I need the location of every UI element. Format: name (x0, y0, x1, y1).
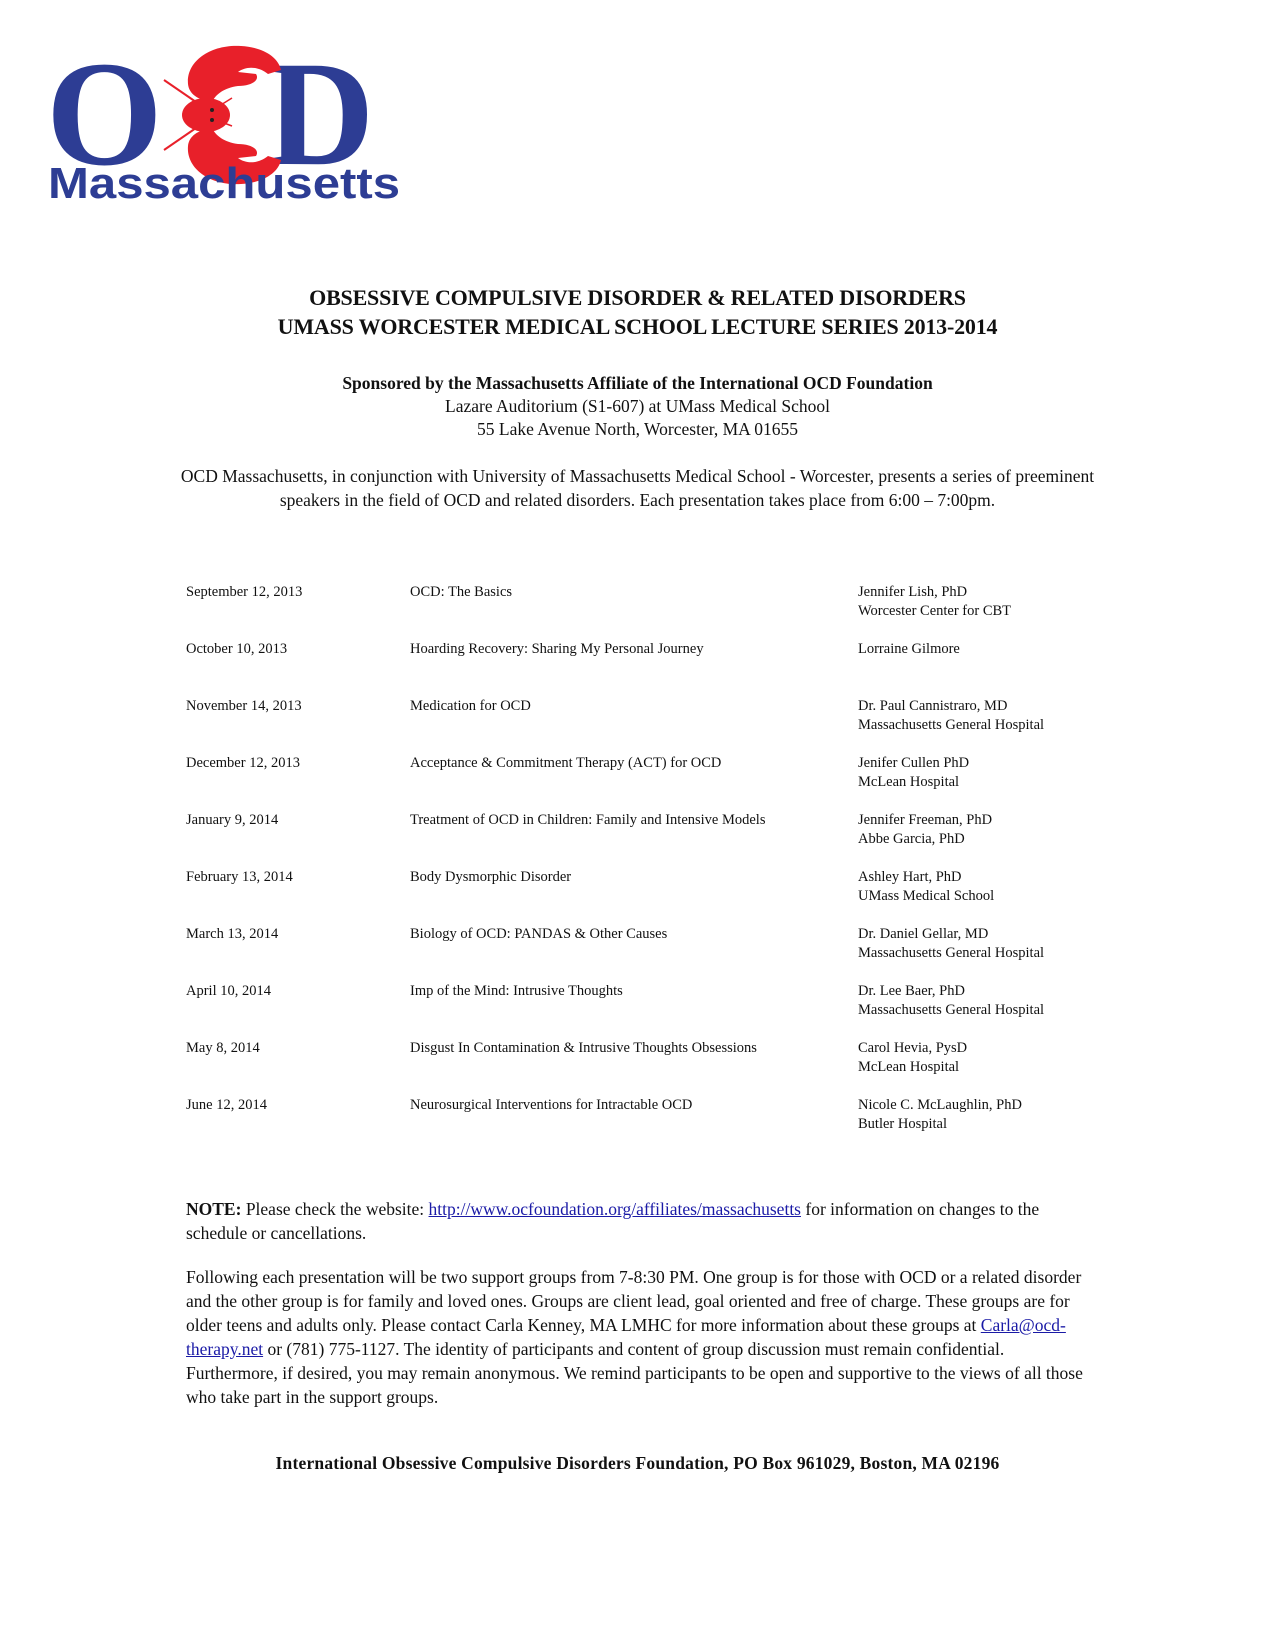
schedule-row (186, 925, 1086, 982)
speaker-name: Carol Hevia, PysD (858, 1040, 968, 1056)
lecture-topic: Biology of OCD: PANDAS & Other Causes (410, 926, 668, 942)
intro-paragraph: OCD Massachusetts, in conjunction with University of Massachusetts Medical School - Worcester, presents a series of preeminent speakers in the field of OCD and related disorders. Each presentation takes place from 6:00 – 7:00pm. (180, 466, 1095, 510)
speaker-affiliation: Massachusetts General Hospital (858, 717, 1045, 733)
logo-letter-d: D (266, 36, 375, 197)
lecture-speaker (858, 868, 994, 906)
support-groups-paragraph (186, 1265, 1091, 1409)
speaker-affiliation: Abbe Garcia, PhD (858, 831, 965, 847)
lecture-topic: Body Dysmorphic Disorder (410, 869, 572, 885)
logo-graphic (46, 36, 406, 216)
lecture-speaker (858, 754, 969, 792)
note-text: Please check the website: (241, 1199, 429, 1219)
schedule-row (186, 640, 1086, 697)
speaker-name: Jennifer Freeman, PhD (858, 812, 993, 828)
lecture-date: December 12, 2013 (186, 755, 300, 771)
logo-letter-o: O (46, 36, 163, 197)
speaker-name: Jenifer Cullen PhD (858, 755, 970, 771)
support-text: or (781) 775-1127. The identity of participants and content of group discussion must remain confidential. Furthermore, if desired, you may remain anonymous. We remind participants to be open and supportive to the views of all those who take part in the support groups. (186, 1339, 1083, 1407)
affiliate-website-link[interactable]: http://www.ocfoundation.org/affiliates/massachusetts (428, 1199, 801, 1219)
venue-line: Lazare Auditorium (S1-607) at UMass Medical School (445, 396, 830, 416)
lecture-speaker (858, 1096, 1022, 1134)
speaker-affiliation: Massachusetts General Hospital (858, 945, 1045, 961)
lecture-speaker (858, 1039, 967, 1077)
title-line-1: OBSESSIVE COMPULSIVE DISORDER & RELATED DISORDERS (309, 285, 966, 310)
lobster-eye-icon (210, 118, 214, 122)
note-paragraph (186, 1197, 1091, 1245)
lecture-date: May 8, 2014 (186, 1040, 260, 1056)
lecture-date: November 14, 2013 (186, 698, 302, 714)
lecture-speaker (858, 697, 1044, 735)
speaker-name: Dr. Paul Cannistraro, MD (858, 698, 1008, 714)
speaker-affiliation: UMass Medical School (858, 888, 995, 904)
speaker-name: Lorraine Gilmore (858, 641, 960, 657)
schedule-row (186, 1039, 1086, 1096)
schedule-row (186, 583, 1086, 640)
speaker-affiliation: Worcester Center for CBT (858, 603, 1012, 619)
lecture-date: June 12, 2014 (186, 1097, 267, 1113)
page-title (0, 283, 1275, 341)
contact-email-link[interactable]: Carla@ocd-therapy.net (186, 1315, 1066, 1359)
schedule-row (186, 811, 1086, 868)
lecture-date: April 10, 2014 (186, 983, 271, 999)
lecture-topic: OCD: The Basics (410, 584, 513, 600)
lecture-date: February 13, 2014 (186, 869, 293, 885)
note-label: NOTE: (186, 1199, 242, 1219)
schedule-row (186, 697, 1086, 754)
lecture-topic: Hoarding Recovery: Sharing My Personal Journey (410, 641, 704, 657)
lecture-speaker (858, 640, 960, 659)
speaker-affiliation: Massachusetts General Hospital (858, 1002, 1045, 1018)
lecture-speaker (858, 811, 992, 849)
speaker-name: Dr. Daniel Gellar, MD (858, 926, 989, 942)
speaker-affiliation: McLean Hospital (858, 1059, 960, 1075)
lecture-speaker (858, 925, 1044, 963)
lecture-topic: Treatment of OCD in Children: Family and Intensive Models (410, 812, 766, 828)
lobster-eye-icon (210, 108, 214, 112)
schedule-row (186, 1096, 1086, 1153)
lecture-date: October 10, 2013 (186, 641, 288, 657)
speaker-name: Jennifer Lish, PhD (858, 584, 968, 600)
lecture-topic: Medication for OCD (410, 698, 531, 714)
lecture-date: January 9, 2014 (186, 812, 279, 828)
address-line: 55 Lake Avenue North, Worcester, MA 01655 (477, 419, 798, 439)
logo-wordmark: Massachusetts (48, 159, 400, 208)
title-line-2: UMASS WORCESTER MEDICAL SCHOOL LECTURE SERIES 2013-2014 (277, 314, 998, 339)
speaker-affiliation: Butler Hospital (858, 1116, 948, 1132)
foundation-address-footer: International Obsessive Compulsive Disorders Foundation, PO Box 961029, Boston, MA 02196 (275, 1453, 1000, 1473)
ocd-massachusetts-logo (46, 36, 406, 216)
sponsor-line: Sponsored by the Massachusetts Affiliate of the International OCD Foundation (342, 373, 933, 393)
schedule-row (186, 868, 1086, 925)
sponsor-block (0, 372, 1275, 441)
lecture-date: September 12, 2013 (186, 584, 303, 600)
speaker-name: Dr. Lee Baer, PhD (858, 983, 965, 999)
support-text: Following each presentation will be two support groups from 7-8:30 PM. One group is for those with OCD or a related disorder and the other group is for family and loved ones. Groups are client lead, goal oriented and free of charge. These groups are for older teens and adults only. Please contact Carla Kenney, MA LMHC for more information about these groups at (186, 1267, 1082, 1335)
speaker-name: Ashley Hart, PhD (858, 869, 962, 885)
lecture-topic: Imp of the Mind: Intrusive Thoughts (410, 983, 623, 999)
lecture-topic: Disgust In Contamination & Intrusive Thoughts Obsessions (410, 1040, 757, 1056)
lecture-speaker (858, 982, 1044, 1020)
schedule-row (186, 754, 1086, 811)
lecture-schedule (186, 583, 1086, 1153)
note-text: for information on changes to the schedule or cancellations. (186, 1199, 1040, 1243)
speaker-name: Nicole C. McLaughlin, PhD (858, 1097, 1022, 1113)
lecture-topic: Neurosurgical Interventions for Intractable OCD (410, 1097, 693, 1113)
lecture-topic: Acceptance & Commitment Therapy (ACT) for OCD (410, 755, 722, 771)
speaker-affiliation: McLean Hospital (858, 774, 960, 790)
lecture-speaker (858, 583, 1011, 621)
schedule-row (186, 982, 1086, 1039)
lecture-date: March 13, 2014 (186, 926, 279, 942)
